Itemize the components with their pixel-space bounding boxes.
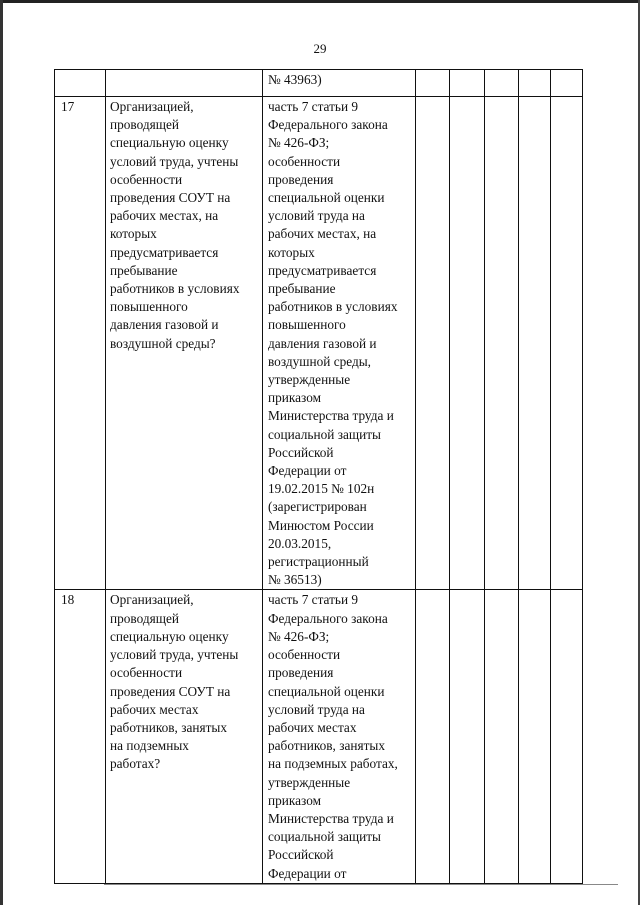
scan-edge-top: [0, 0, 640, 3]
legal-basis-text-line: часть 7 статьи 9: [268, 592, 359, 608]
row-number-cell: [55, 590, 106, 883]
question-text-line: особенности: [110, 665, 183, 681]
checklist-table: [54, 69, 583, 884]
legal-basis-text-line: проведения: [268, 665, 334, 681]
row-number: 17: [61, 99, 75, 114]
question-text-line: рабочих местах: [110, 701, 199, 717]
answer-cell: [450, 97, 485, 590]
question-text-line: Организацией,: [110, 592, 194, 608]
legal-basis-text-line: Федерации от: [268, 865, 347, 881]
legal-basis-text-line: которых: [268, 244, 315, 260]
legal-basis-text-line: утвержденные: [268, 372, 351, 388]
answer-cell: [416, 590, 450, 883]
legal-basis-text-line: Российской: [268, 847, 334, 863]
legal-basis-text-line: Федерального закона: [268, 117, 388, 133]
legal-basis-text-line: особенности: [268, 153, 341, 169]
question-text-line: на подземных: [110, 738, 189, 754]
legal-basis-text-line: утвержденные: [268, 774, 351, 790]
question-text-line: условий труда, учтены: [110, 647, 239, 663]
legal-basis-text-line: повышенного: [268, 317, 346, 333]
answer-cell: [416, 70, 450, 97]
legal-basis-text-line: Российской: [268, 444, 334, 460]
answer-cell: [519, 97, 551, 590]
question-text-line: рабочих местах, на: [110, 208, 219, 224]
legal-basis-text-line: социальной защиты: [268, 426, 381, 442]
legal-basis-text-line: Министерства труда и: [268, 810, 394, 826]
legal-basis-text-line: особенности: [268, 647, 341, 663]
question-text-line: работников, занятых: [110, 719, 227, 735]
answer-cell: [551, 97, 583, 590]
legal-basis-text-line: условий труда на: [268, 208, 365, 224]
page-number: 29: [313, 41, 327, 56]
scan-edge-left: [0, 0, 3, 905]
legal-basis-text-line: № 426-ФЗ;: [268, 628, 330, 644]
legal-basis-text-line: работников, занятых: [268, 738, 385, 754]
question-text-line: пребывание: [110, 262, 178, 278]
answer-cell: [450, 70, 485, 97]
legal-basis-text-line: Федерального закона: [268, 610, 388, 626]
answer-cell: [485, 590, 519, 883]
legal-basis-text-line: рабочих местах: [268, 719, 357, 735]
legal-basis-text-line: Министерства труда и: [268, 408, 394, 424]
question-text-line: особенности: [110, 171, 183, 187]
answer-cell: [551, 590, 583, 883]
legal-basis-text-line: регистрационный: [268, 554, 369, 570]
question-text-line: специальную оценку: [110, 135, 229, 151]
question-text-line: давления газовой и: [110, 317, 219, 333]
question-text-line: предусматривается: [110, 244, 219, 260]
legal-basis-text-line: 20.03.2015,: [268, 535, 332, 551]
legal-basis-cell: [263, 70, 416, 97]
answer-cell: [551, 70, 583, 97]
legal-basis-text-line: приказом: [268, 792, 322, 808]
legal-basis-text-line: № 36513): [268, 572, 322, 588]
row-number-cell: [55, 97, 106, 590]
legal-basis-text-line: специальной оценки: [268, 683, 385, 699]
question-cell: [106, 70, 263, 97]
question-text-line: проводящей: [110, 117, 180, 133]
legal-basis-text-line: приказом: [268, 390, 322, 406]
legal-basis-text-line: пребывание: [268, 281, 336, 297]
legal-basis-text-line: Минюстом России: [268, 517, 374, 533]
legal-basis-cell: [263, 97, 416, 590]
question-text-line: проведения СОУТ на: [110, 683, 231, 699]
table-row: [55, 590, 583, 883]
question-text-line: условий труда, учтены: [110, 153, 239, 169]
answer-cell: [450, 590, 485, 883]
answer-cell: [519, 590, 551, 883]
legal-basis-text-line: воздушной среды,: [268, 353, 372, 369]
question-cell: [106, 97, 263, 590]
legal-basis-text-line: часть 7 статьи 9: [268, 99, 359, 114]
question-cell: [106, 590, 263, 883]
table-row: [55, 70, 583, 97]
legal-basis-text-line: (зарегистрирован: [268, 499, 367, 515]
answer-cell: [485, 70, 519, 97]
question-text-line: специальную оценку: [110, 628, 229, 644]
row-number: 18: [61, 592, 75, 608]
legal-basis-text-line: рабочих местах, на: [268, 226, 377, 242]
legal-basis-text-line: предусматривается: [268, 262, 377, 278]
legal-basis-cell: [263, 590, 416, 883]
question-text-line: проведения СОУТ на: [110, 190, 231, 206]
question-text-line: работах?: [110, 756, 161, 772]
answer-cell: [485, 97, 519, 590]
answer-cell: [416, 97, 450, 590]
legal-basis-text-line: № 43963): [268, 72, 322, 87]
question-text-line: проводящей: [110, 610, 180, 626]
row-number: [55, 70, 105, 71]
legal-basis-text-line: проведения: [268, 171, 334, 187]
legal-basis-text-line: Федерации от: [268, 463, 347, 479]
legal-basis-text-line: специальной оценки: [268, 190, 385, 206]
question-text-line: Организацией,: [110, 99, 194, 114]
legal-basis-text-line: работников в условиях: [268, 299, 398, 315]
table-row: [55, 97, 583, 590]
legal-basis-text-line: давления газовой и: [268, 335, 377, 351]
question-text-line: воздушной среды?: [110, 335, 216, 351]
row-number-cell: [55, 70, 106, 97]
question-text-line: работников в условиях: [110, 281, 240, 297]
answer-cell: [519, 70, 551, 97]
legal-basis-text-line: условий труда на: [268, 701, 365, 717]
question-text-line: которых: [110, 226, 157, 242]
legal-basis-text-line: № 426-ФЗ;: [268, 135, 330, 151]
legal-basis-text-line: на подземных работах,: [268, 756, 398, 772]
legal-basis-text-line: 19.02.2015 № 102н: [268, 481, 375, 497]
question-text-line: повышенного: [110, 299, 188, 315]
legal-basis-text-line: социальной защиты: [268, 829, 381, 845]
table-body: [55, 70, 583, 884]
scan-bottom-rule: [104, 884, 618, 885]
